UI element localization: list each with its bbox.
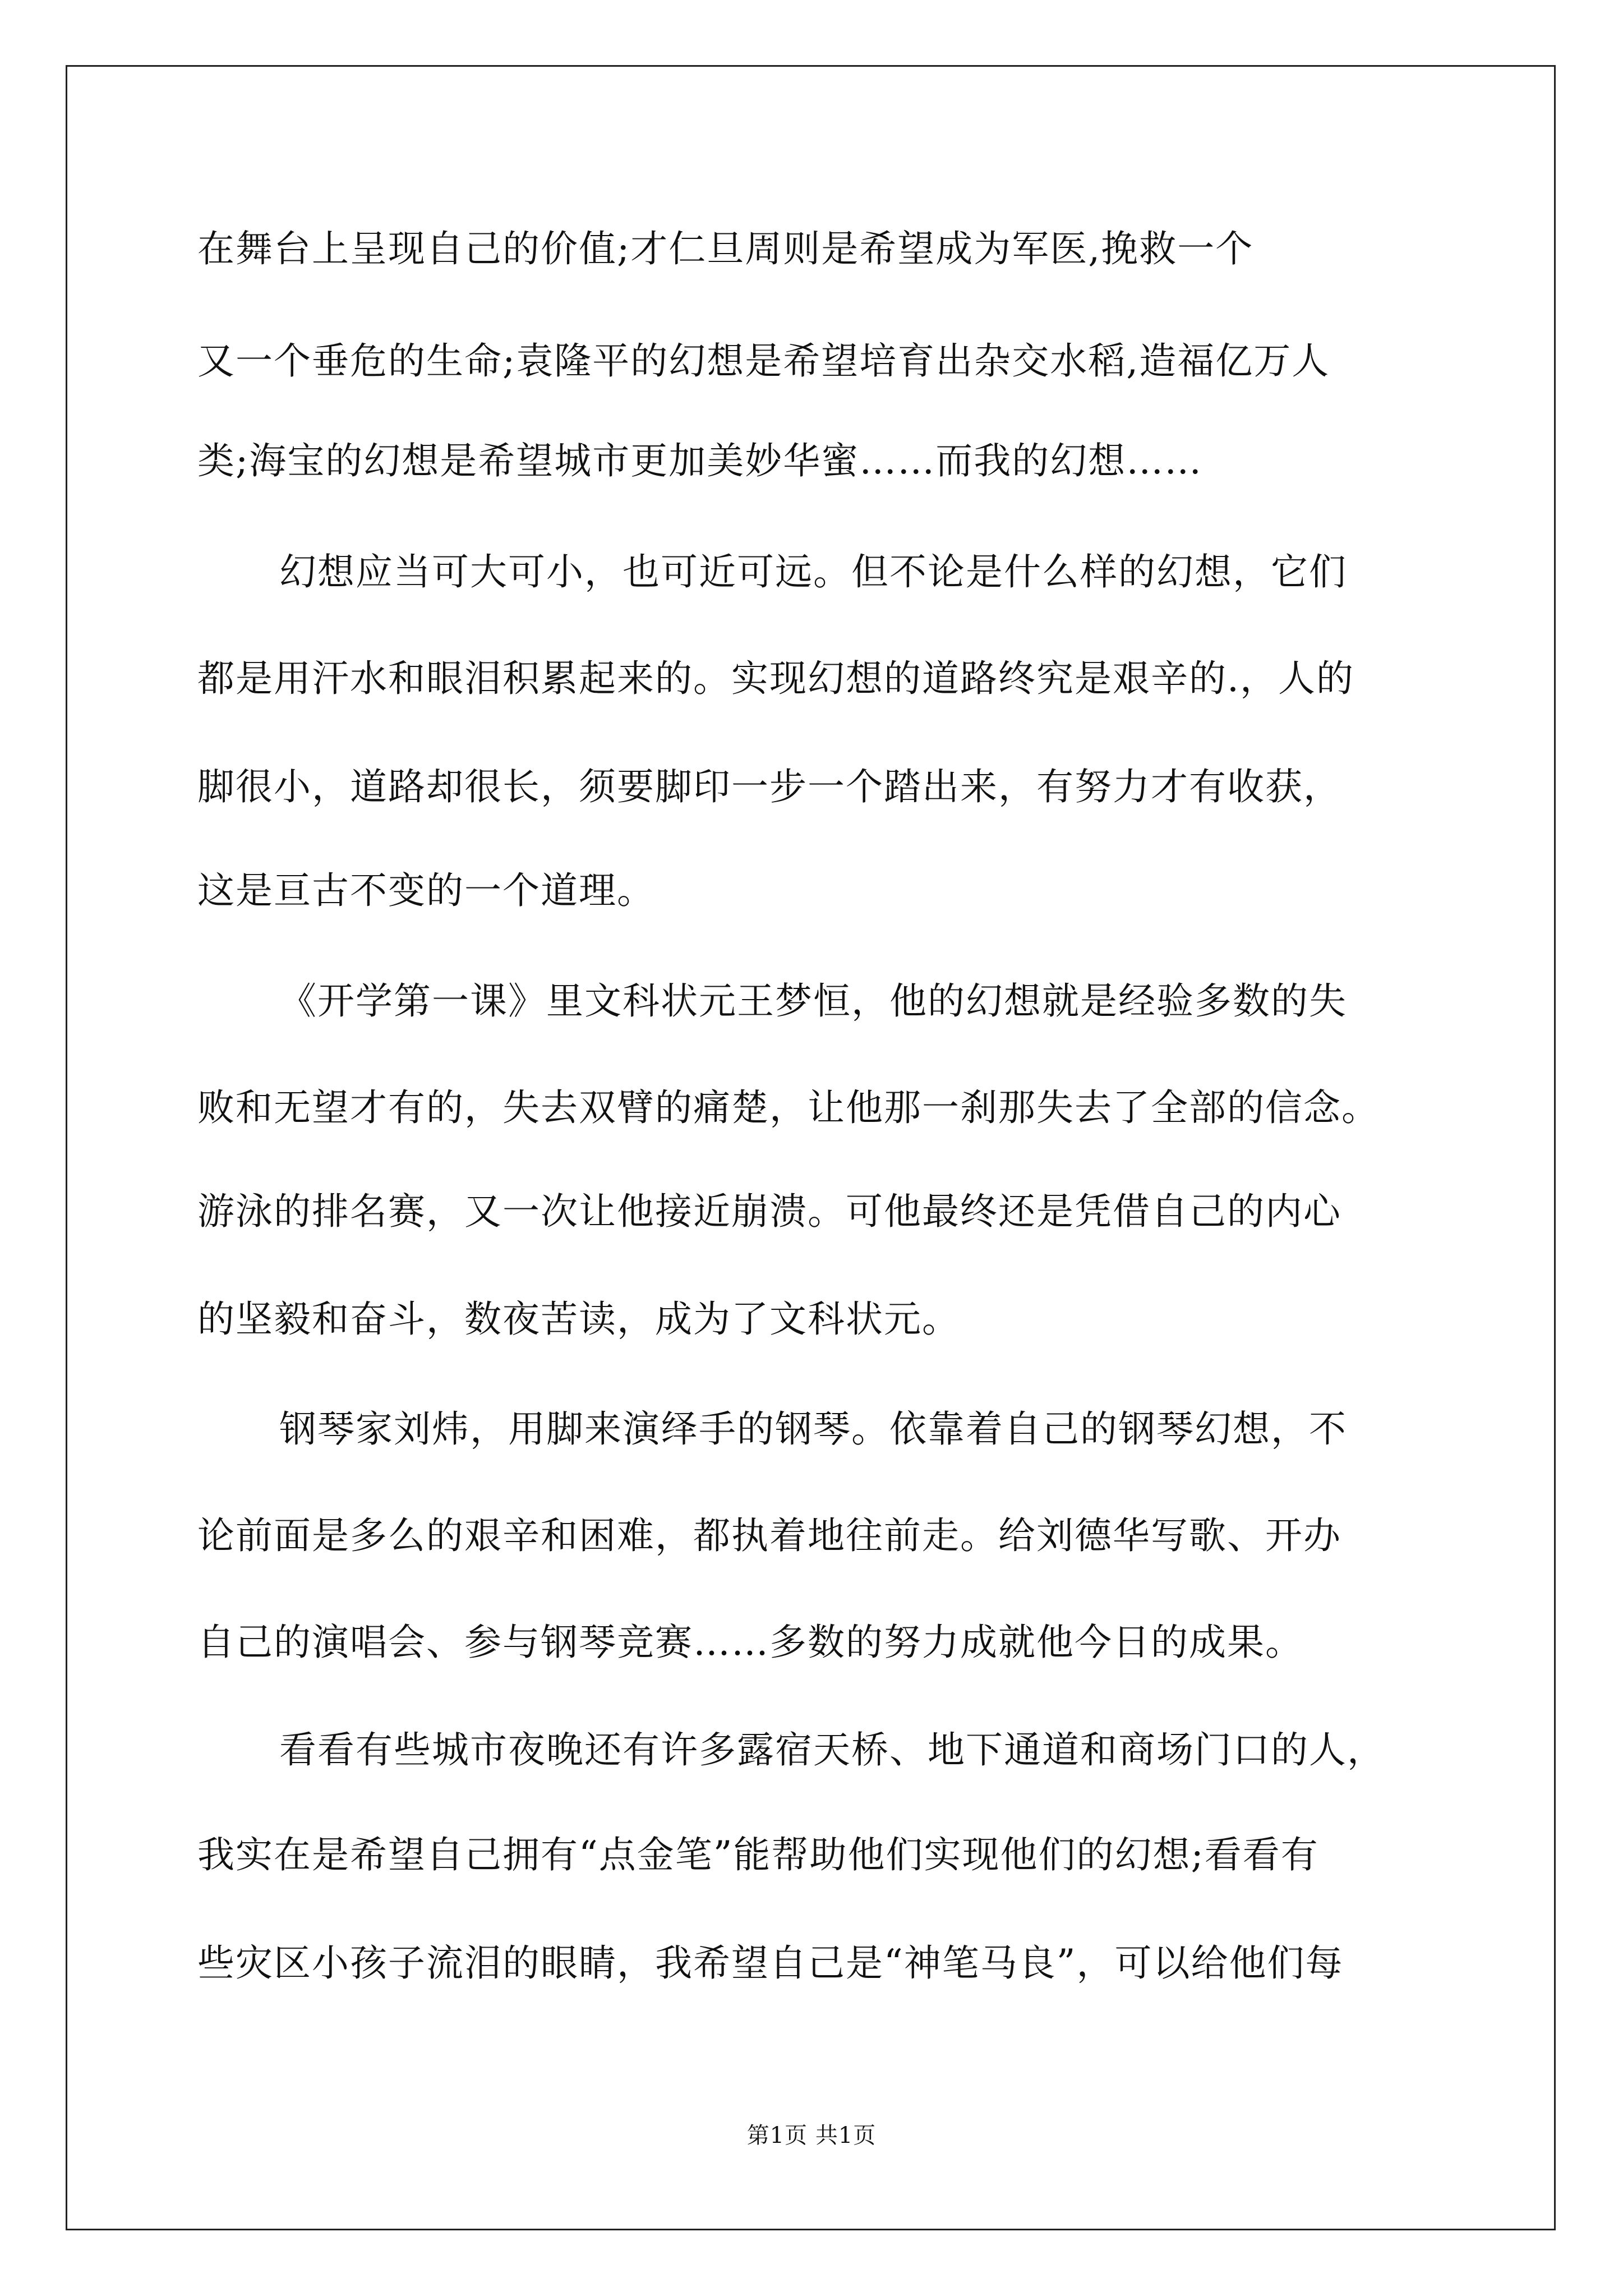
paragraph-line: 在舞台上呈现自己的价值;才仁旦周则是希望成为军医,挽救一个 (197, 227, 1254, 270)
paragraph-line: 些灾区小孩子流泪的眼睛，我希望自己是“神笔马良”，可以给他们每 (197, 1941, 1344, 1985)
paragraph-line: 都是用汗水和眼泪积累起来的。实现幻想的道路终究是艰辛的.，人的 (197, 657, 1354, 700)
page-number-footer: 第1页 共1页 (746, 2123, 877, 2148)
paragraph-line: 自己的演唱会、参与钢琴竞赛……多数的努力成就他今日的成果。 (197, 1621, 1303, 1664)
paragraph-line: 看看有些城市夜晚还有许多露宿天桥、地下通道和商场门口的人， (279, 1728, 1385, 1772)
paragraph-line: 类;海宝的幻想是希望城市更加美妙华蜜……而我的幻想…… (197, 439, 1203, 482)
paragraph-line: 又一个垂危的生命;袁隆平的幻想是希望培育出杂交水稻,造福亿万人 (197, 339, 1330, 383)
paragraph-line: 游泳的排名赛，又一次让他接近崩溃。可他最终还是凭借自己的内心 (197, 1190, 1341, 1233)
paragraph-line: 败和无望才有的，失去双臂的痛楚，让他那一刹那失去了全部的信念。 (197, 1086, 1380, 1129)
paragraph-line: 我实在是希望自己拥有“点金笔”能帮助他们实现他们的幻想;看看有 (197, 1833, 1319, 1876)
paragraph-line: 脚很小，道路却很长，须要脚印一步一个踏出来，有努力才有收获， (197, 765, 1341, 808)
paragraph-line: 《开学第一课》里文科状元王梦恒，他的幻想就是经验多数的失 (279, 979, 1347, 1023)
page-border (66, 65, 1556, 2230)
paragraph-line: 幻想应当可大可小，也可近可远。但不论是什么样的幻想，它们 (279, 550, 1347, 593)
paragraph-line: 钢琴家刘炜，用脚来演绎手的钢琴。依靠着自己的钢琴幻想，不 (279, 1407, 1347, 1451)
paragraph-line: 论前面是多么的艰辛和困难，都执着地往前走。给刘德华写歌、开办 (197, 1514, 1341, 1557)
paragraph-line: 的坚毅和奋斗，数夜苦读，成为了文科状元。 (197, 1297, 960, 1341)
paragraph-line: 这是亘古不变的一个道理。 (197, 869, 655, 912)
